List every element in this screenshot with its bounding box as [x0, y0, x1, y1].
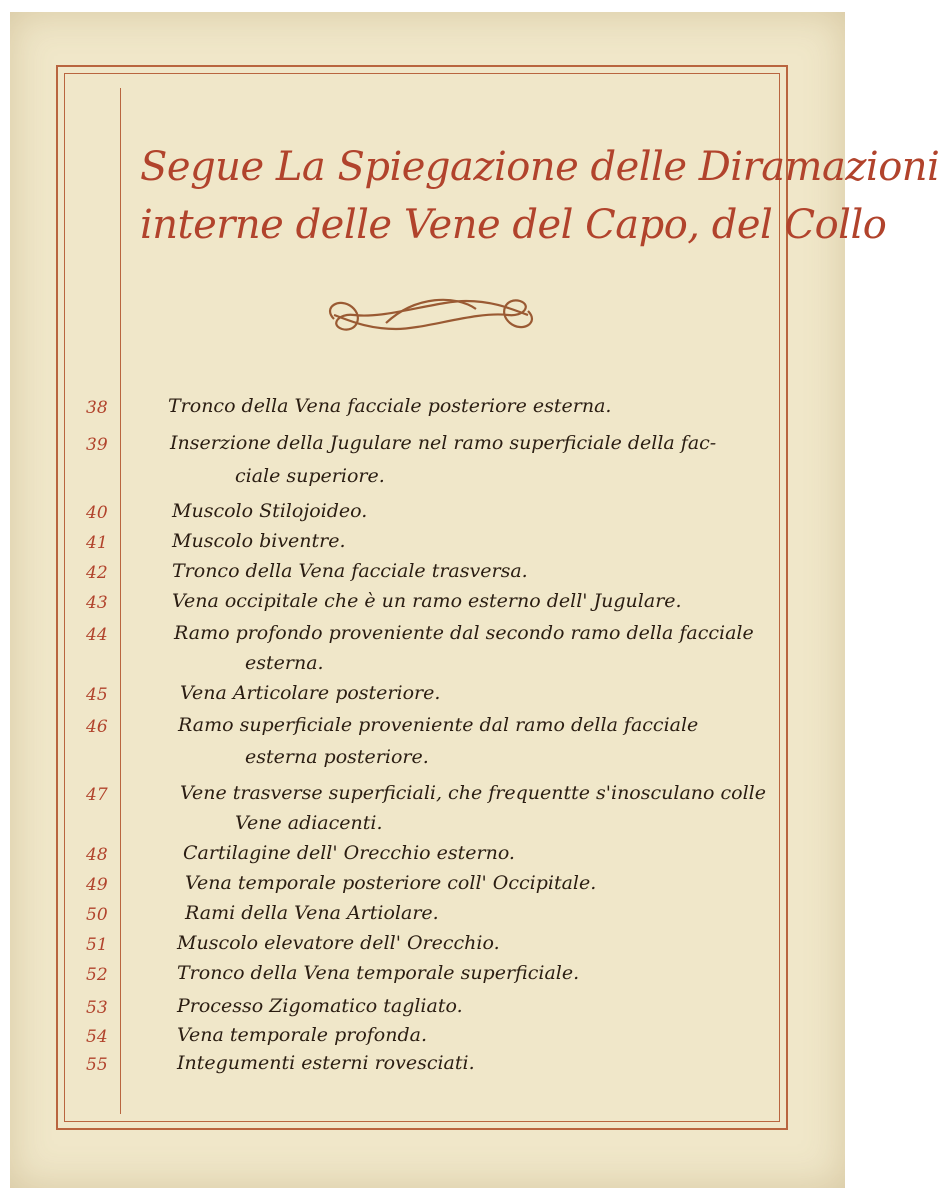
entry-number: 50	[86, 905, 108, 925]
entry-number: 53	[86, 998, 108, 1018]
entry-text: Cartilagine dell' Orecchio esterno.	[183, 842, 515, 864]
entry-text: Muscolo biventre.	[172, 530, 346, 552]
entry-text: Muscolo Stilojoideo.	[172, 500, 368, 522]
page-title	[140, 138, 939, 254]
entry-text: Integumenti esterni rovesciati.	[177, 1052, 475, 1074]
entry-text: Ramo profondo proveniente dal secondo ramo della facciale	[174, 622, 754, 644]
entry-text: Vena Articolare posteriore.	[180, 682, 441, 704]
entry-number: 48	[86, 845, 108, 865]
entry-text: Ramo superficiale proveniente dal ramo della facciale	[178, 714, 699, 736]
entry-continuation: Vene adiacenti.	[235, 812, 383, 834]
entry-continuation: esterna posteriore.	[245, 746, 429, 768]
entry-text: Inserzione della Jugulare nel ramo superficiale della fac-	[170, 432, 717, 454]
entry-text: Muscolo elevatore dell' Orecchio.	[177, 932, 500, 954]
entry-number: 51	[86, 935, 108, 955]
entry-text: Tronco della Vena facciale posteriore esterna.	[168, 395, 612, 417]
title-line-2: interne delle Vene del Capo, del Collo	[140, 202, 887, 248]
entry-text: Vena temporale posteriore coll' Occipitale.	[185, 872, 597, 894]
entry-text: Tronco della Vena facciale trasversa.	[172, 560, 528, 582]
entry-number: 38	[86, 398, 108, 418]
entry-continuation: ciale superiore.	[235, 465, 385, 487]
entry-number: 49	[86, 875, 108, 895]
entry-text: Vene trasverse superficiali, che frequentte s'inosculano colle	[180, 782, 766, 804]
entry-number: 40	[86, 503, 108, 523]
entry-text: Vena occipitale che è un ramo esterno dell' Jugulare.	[172, 590, 682, 612]
entry-number: 39	[86, 435, 108, 455]
entry-number: 54	[86, 1027, 108, 1047]
entry-number: 55	[86, 1055, 108, 1075]
entry-number: 43	[86, 593, 108, 613]
entry-number: 42	[86, 563, 108, 583]
title-line-1: Segue La Spiegazione delle Diramazioni	[140, 144, 939, 190]
calligraphic-flourish-icon	[316, 285, 546, 345]
entry-number: 52	[86, 965, 108, 985]
entry-continuation: esterna.	[245, 652, 324, 674]
entry-text: Vena temporale profonda.	[177, 1024, 428, 1046]
entry-number: 47	[86, 785, 108, 805]
margin-rule	[120, 88, 121, 1114]
entry-number: 41	[86, 533, 108, 553]
entry-text: Processo Zigomatico tagliato.	[177, 995, 463, 1017]
entry-number: 44	[86, 625, 108, 645]
entry-number: 45	[86, 685, 108, 705]
entry-number: 46	[86, 717, 108, 737]
entry-text: Rami della Vena Artiolare.	[185, 902, 439, 924]
entry-text: Tronco della Vena temporale superficiale.	[177, 962, 580, 984]
